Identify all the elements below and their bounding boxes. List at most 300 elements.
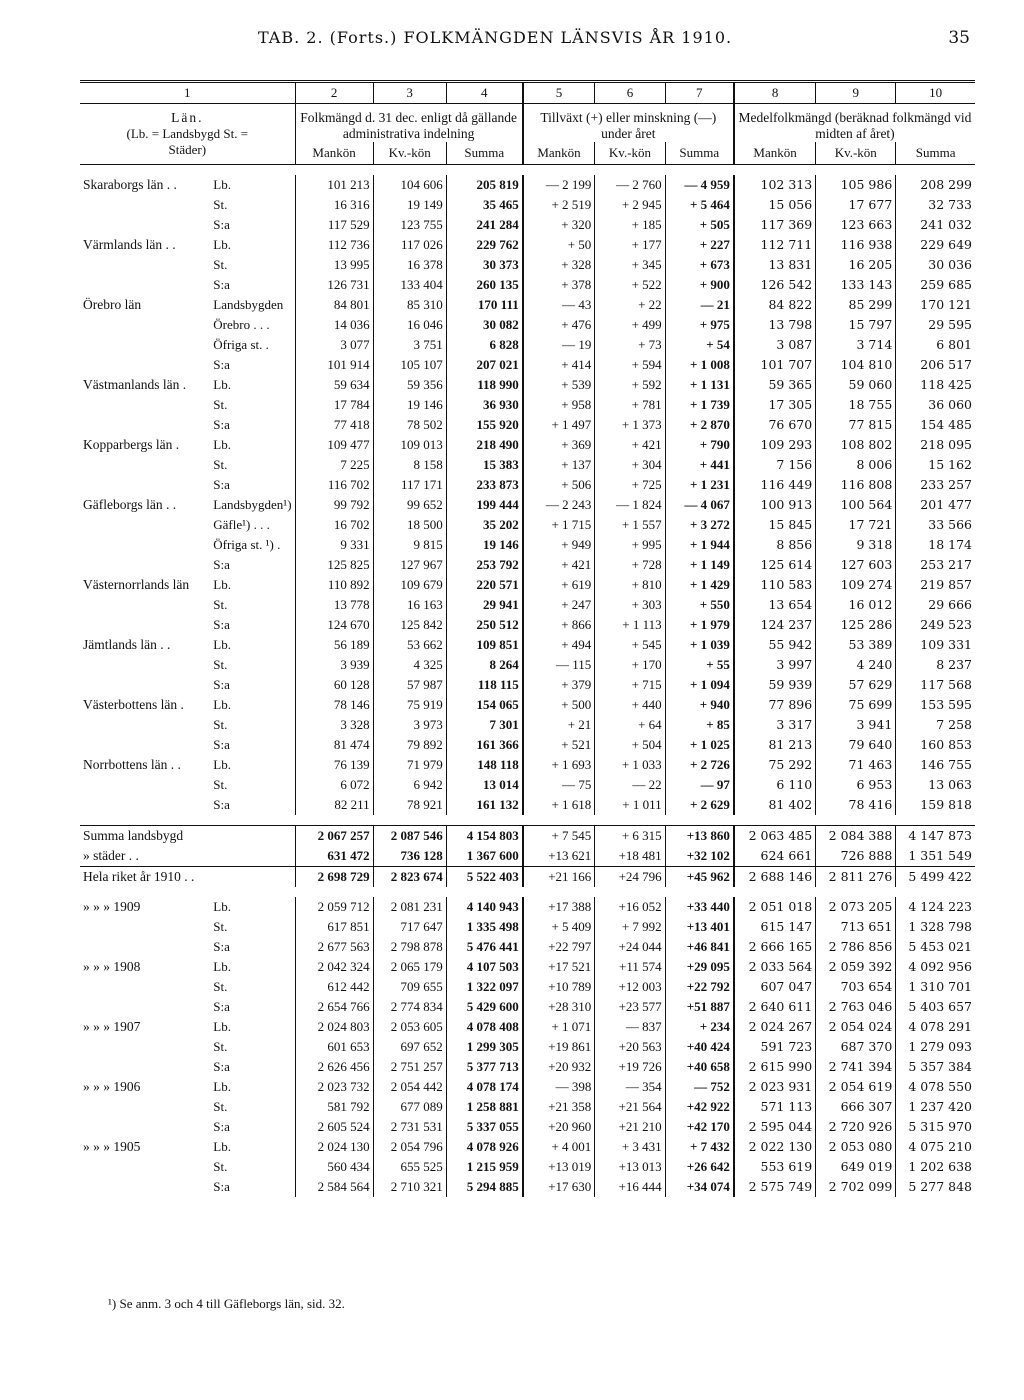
cell-value: + 55 [665,655,734,675]
cell-value: + 1 715 [523,515,595,535]
cell-value: 3 714 [816,335,896,355]
row-name: Västmanlands län . [83,377,187,392]
cell-value: 2 054 442 [373,1077,446,1097]
cell-value: 36 930 [446,395,523,415]
cell-value: +17 388 [523,897,595,917]
cell-value: 8 237 [896,655,975,675]
table-row [80,897,975,917]
cell-value: — 115 [523,655,595,675]
row-label: S:a [213,277,230,292]
cell-value: 5 499 422 [896,867,975,888]
cell-value: + 5 409 [523,917,595,937]
cell-value: 59 939 [734,675,816,695]
cell-value: — 837 [595,1017,665,1037]
cell-value: 36 060 [896,395,975,415]
cell-value: 687 370 [816,1037,896,1057]
cell-value: 9 815 [373,535,446,555]
cell-value: 6 828 [446,335,523,355]
cell-value: +29 095 [665,957,734,977]
cell-value: + 673 [665,255,734,275]
row-name [80,795,210,815]
cell-value: +21 166 [523,867,595,888]
spacer-row [80,165,975,176]
cell-value: 2 059 392 [816,957,896,977]
table-row [80,1177,975,1197]
cell-value: 116 449 [734,475,816,495]
cell-value: 13 798 [734,315,816,335]
cell-value: — 2 243 [523,495,595,515]
cell-value: + 304 [595,455,665,475]
cell-value: 666 307 [816,1097,896,1117]
cell-value: 170 121 [896,295,975,315]
row-label: Lb. [213,899,231,914]
cell-value: 241 284 [446,215,523,235]
row-name [80,917,210,937]
cell-value: 2 774 834 [373,997,446,1017]
cell-value: 154 065 [446,695,523,715]
cell-value: + 421 [595,435,665,455]
row-name [80,937,210,957]
cell-value: 30 082 [446,315,523,335]
cell-value: 3 087 [734,335,816,355]
cell-value: +13 621 [523,846,595,867]
cell-value: + 1 033 [595,755,665,775]
row-name [80,775,210,795]
row-label: S:a [213,1179,230,1194]
cell-value: + 866 [523,615,595,635]
subhead-mankon: Mankön [295,142,373,165]
cell-value: — 4 959 [665,175,734,195]
cell-value: + 50 [523,235,595,255]
row-name [80,535,210,555]
cell-value: 4 147 873 [896,826,975,847]
cell-value: +40 424 [665,1037,734,1057]
cell-value: 18 500 [373,515,446,535]
cell-value: 109 274 [816,575,896,595]
cell-value: +21 564 [595,1097,665,1117]
cell-value: + 3 431 [595,1137,665,1157]
cell-value: + 522 [595,275,665,295]
cell-value: +13 860 [665,826,734,847]
cell-value: + 995 [595,535,665,555]
cell-value: 2 763 046 [816,997,896,1017]
cell-value: + 1 231 [665,475,734,495]
cell-value: + 500 [523,695,595,715]
cell-value: + 1 944 [665,535,734,555]
table-row [80,826,975,847]
cell-value: 99 792 [295,495,373,515]
cell-value: +19 726 [595,1057,665,1077]
cell-value: — 19 [523,335,595,355]
row-name [80,515,210,535]
cell-value: 19 149 [373,195,446,215]
cell-value: 2 059 712 [295,897,373,917]
cell-value: 4 240 [816,655,896,675]
row-name: Örebro län [83,297,142,312]
cell-value: 233 257 [896,475,975,495]
row-name [80,615,210,635]
cell-value: 2 811 276 [816,867,896,888]
cell-value: 100 564 [816,495,896,515]
cell-value: 4 154 803 [446,826,523,847]
cell-value: 1 279 093 [896,1037,975,1057]
cell-value: 5 337 055 [446,1117,523,1137]
cell-value: + 345 [595,255,665,275]
cell-value: 615 147 [734,917,816,937]
cell-value: 2 023 732 [295,1077,373,1097]
cell-value: 109 331 [896,635,975,655]
cell-value: 1 367 600 [446,846,523,867]
cell-value: 112 736 [295,235,373,255]
table-row [80,755,975,775]
cell-value: 17 784 [295,395,373,415]
table-row [80,846,975,867]
row-label: Landsbygden¹) [213,497,292,512]
table-row [80,655,975,675]
cell-value: 2 024 267 [734,1017,816,1037]
cell-value: 1 215 959 [446,1157,523,1177]
cell-value: 104 810 [816,355,896,375]
cell-value: 4 078 408 [446,1017,523,1037]
cell-value: + 379 [523,675,595,695]
subhead-summa: Summa [446,142,523,165]
cell-value: + 247 [523,595,595,615]
cell-value: 127 967 [373,555,446,575]
cell-value: + 303 [595,595,665,615]
cell-value: 154 485 [896,415,975,435]
cell-value: 1 335 498 [446,917,523,937]
cell-value: 32 733 [896,195,975,215]
cell-value: + 369 [523,435,595,455]
cell-value: + 1 113 [595,615,665,635]
row-label: St. [213,919,228,934]
cell-value: + 440 [595,695,665,715]
row-label: S:a [213,557,230,572]
cell-value: 1 322 097 [446,977,523,997]
cell-value: + 715 [595,675,665,695]
cell-value: +11 574 [595,957,665,977]
cell-value: +46 841 [665,937,734,957]
cell-value: 2 654 766 [295,997,373,1017]
row-label: Lb. [213,377,231,392]
row-name [80,735,210,755]
cell-value: +33 440 [665,897,734,917]
row-label: St. [213,657,228,672]
table-row [80,1077,975,1097]
cell-value: + 170 [595,655,665,675]
cell-value: + 1 131 [665,375,734,395]
page-number: 35 [948,28,970,48]
cell-value: + 505 [665,215,734,235]
row-name [80,977,210,997]
cell-value: + 1 011 [595,795,665,815]
table-row [80,1057,975,1077]
row-label: S:a [213,999,230,1014]
cell-value: 220 571 [446,575,523,595]
cell-value: + 781 [595,395,665,415]
cell-value: 2 823 674 [373,867,446,888]
table-row [80,615,975,635]
cell-value: + 227 [665,235,734,255]
cell-value: + 22 [595,295,665,315]
cell-value: 2 087 546 [373,826,446,847]
row-name [80,1157,210,1177]
row-label: Lb. [213,1079,231,1094]
cell-value: 2 084 388 [816,826,896,847]
table-row [80,867,975,888]
cell-value: + 949 [523,535,595,555]
cell-value: 2 741 394 [816,1057,896,1077]
cell-value: 6 072 [295,775,373,795]
cell-value: 6 942 [373,775,446,795]
cell-value: 1 310 701 [896,977,975,997]
cell-value: 2 798 878 [373,937,446,957]
cell-value: 229 762 [446,235,523,255]
row-name [80,675,210,695]
cell-value: + 1 739 [665,395,734,415]
cell-value: 208 299 [896,175,975,195]
cell-value: + 521 [523,735,595,755]
cell-value: +32 102 [665,846,734,867]
cell-value: + 1 008 [665,355,734,375]
row-name [80,335,210,355]
cell-value: 6 953 [816,775,896,795]
cell-value: + 320 [523,215,595,235]
table-row [80,977,975,997]
cell-value: + 414 [523,355,595,375]
table-row [80,775,975,795]
cell-value: 16 012 [816,595,896,615]
table-row [80,715,975,735]
cell-value: — 21 [665,295,734,315]
table-row [80,1037,975,1057]
row-name [80,395,210,415]
cell-value: 2 054 024 [816,1017,896,1037]
cell-value: 59 060 [816,375,896,395]
cell-value: 2 640 611 [734,997,816,1017]
table-row [80,415,975,435]
cell-value: 1 237 420 [896,1097,975,1117]
row-name [80,355,210,375]
cell-value: + 3 272 [665,515,734,535]
cell-value: 117 171 [373,475,446,495]
cell-value: 117 026 [373,235,446,255]
table-row [80,315,975,335]
cell-value: 13 063 [896,775,975,795]
cell-value: +10 789 [523,977,595,997]
cell-value: 55 942 [734,635,816,655]
cell-value: 85 299 [816,295,896,315]
cell-value: 2 065 179 [373,957,446,977]
cell-value: 249 523 [896,615,975,635]
row-label: S:a [213,617,230,632]
cell-value: 124 237 [734,615,816,635]
cell-value: + 185 [595,215,665,235]
cell-value: 612 442 [295,977,373,997]
cell-value: 5 277 848 [896,1177,975,1197]
cell-value: +17 521 [523,957,595,977]
table-row [80,937,975,957]
cell-value: +12 003 [595,977,665,997]
cell-value: — 2 199 [523,175,595,195]
cell-value: 82 211 [295,795,373,815]
subhead-mankon: Mankön [734,142,816,165]
cell-value: 85 310 [373,295,446,315]
row-label: Lb. [213,959,231,974]
cell-value: 3 941 [816,715,896,735]
cell-value: + 137 [523,455,595,475]
row-name: Summa landsbygd [80,826,295,847]
row-label: Örebro . . . [213,317,270,332]
row-label: St. [213,979,228,994]
spacer-row [80,887,975,897]
cell-value: 617 851 [295,917,373,937]
row-label: Lb. [213,1019,231,1034]
subhead-kvkon: Kv.-kön [373,142,446,165]
colnum-4: 4 [446,82,523,104]
cell-value: 2 595 044 [734,1117,816,1137]
table-row [80,175,975,195]
cell-value: 13 831 [734,255,816,275]
table-row [80,295,975,315]
cell-value: 75 919 [373,695,446,715]
cell-value: +23 577 [595,997,665,1017]
row-name: » » » 1908 [83,959,141,974]
row-name: Jämtlands län . . [83,637,171,652]
cell-value: — 1 824 [595,495,665,515]
row-name: Kopparbergs län . [83,437,180,452]
cell-value: 601 653 [295,1037,373,1057]
cell-value: + 545 [595,635,665,655]
row-name: Skaraborgs län . . [83,177,177,192]
cell-value: 8 006 [816,455,896,475]
cell-value: — 43 [523,295,595,315]
cell-value: — 97 [665,775,734,795]
cell-value: 5 315 970 [896,1117,975,1137]
cell-value: 4 078 174 [446,1077,523,1097]
cell-value: 201 477 [896,495,975,515]
cell-value: 7 258 [896,715,975,735]
cell-value: + 21 [523,715,595,735]
row-label: S:a [213,477,230,492]
cell-value: 4 140 943 [446,897,523,917]
cell-value: 717 647 [373,917,446,937]
cell-value: 118 425 [896,375,975,395]
cell-value: 1 258 881 [446,1097,523,1117]
row-name [80,275,210,295]
cell-value: 29 941 [446,595,523,615]
cell-value: 205 819 [446,175,523,195]
cell-value: 133 143 [816,275,896,295]
cell-value: +13 013 [595,1157,665,1177]
row-label: Öfriga st. ¹) . [213,537,281,552]
cell-value: 18 755 [816,395,896,415]
cell-value: 81 213 [734,735,816,755]
cell-value: 79 640 [816,735,896,755]
cell-value: +20 563 [595,1037,665,1057]
cell-value: +21 210 [595,1117,665,1137]
cell-value: + 2 870 [665,415,734,435]
cell-value: 116 808 [816,475,896,495]
cell-value: 2 615 990 [734,1057,816,1077]
row-name [80,595,210,615]
table-row [80,575,975,595]
cell-value: 161 366 [446,735,523,755]
cell-value: 16 702 [295,515,373,535]
row-name [80,415,210,435]
cell-value: 161 132 [446,795,523,815]
cell-value: 2 710 321 [373,1177,446,1197]
cell-value: + 2 726 [665,755,734,775]
row-name [80,555,210,575]
table-row [80,795,975,815]
cell-value: 591 723 [734,1037,816,1057]
cell-value: + 940 [665,695,734,715]
table-row [80,355,975,375]
cell-value: 104 606 [373,175,446,195]
cell-value: + 2 519 [523,195,595,215]
cell-value: 4 107 503 [446,957,523,977]
row-name: » » » 1906 [83,1079,141,1094]
cell-value: 155 920 [446,415,523,435]
cell-value: +24 044 [595,937,665,957]
cell-value: 53 662 [373,635,446,655]
cell-value: 6 110 [734,775,816,795]
row-label: Lb. [213,237,231,252]
cell-value: 7 225 [295,455,373,475]
row-label: St. [213,597,228,612]
lan-legend: (Lb. = Landsbygd St. = Städer) [126,126,249,157]
cell-value: +24 796 [595,867,665,888]
cell-value: + 1 094 [665,675,734,695]
cell-value: 5 294 885 [446,1177,523,1197]
cell-value: 117 568 [896,675,975,695]
row-name [80,315,210,335]
cell-value: 17 677 [816,195,896,215]
cell-value: +21 358 [523,1097,595,1117]
cell-value: 1 299 305 [446,1037,523,1057]
cell-value: 3 751 [373,335,446,355]
cell-value: + 725 [595,475,665,495]
cell-value: — 398 [523,1077,595,1097]
cell-value: 2 051 018 [734,897,816,917]
colnum-3: 3 [373,82,446,104]
colnum-7: 7 [665,82,734,104]
subhead-kvkon: Kv.-kön [595,142,665,165]
cell-value: 84 801 [295,295,373,315]
cell-value: 2 023 931 [734,1077,816,1097]
cell-value: 2 067 257 [295,826,373,847]
row-label: St. [213,717,228,732]
cell-value: 2 022 130 [734,1137,816,1157]
cell-value: + 1 693 [523,755,595,775]
row-label: Lb. [213,177,231,192]
cell-value: 2 751 257 [373,1057,446,1077]
row-name: » » » 1909 [83,899,141,914]
cell-value: 16 316 [295,195,373,215]
cell-value: 125 286 [816,615,896,635]
cell-value: 124 670 [295,615,373,635]
row-label: S:a [213,1059,230,1074]
cell-value: 4 092 956 [896,957,975,977]
table-row [80,235,975,255]
cell-value: 7 301 [446,715,523,735]
cell-value: + 2 629 [665,795,734,815]
cell-value: 218 490 [446,435,523,455]
cell-value: 13 778 [295,595,373,615]
cell-value: +34 074 [665,1177,734,1197]
cell-value: 8 264 [446,655,523,675]
